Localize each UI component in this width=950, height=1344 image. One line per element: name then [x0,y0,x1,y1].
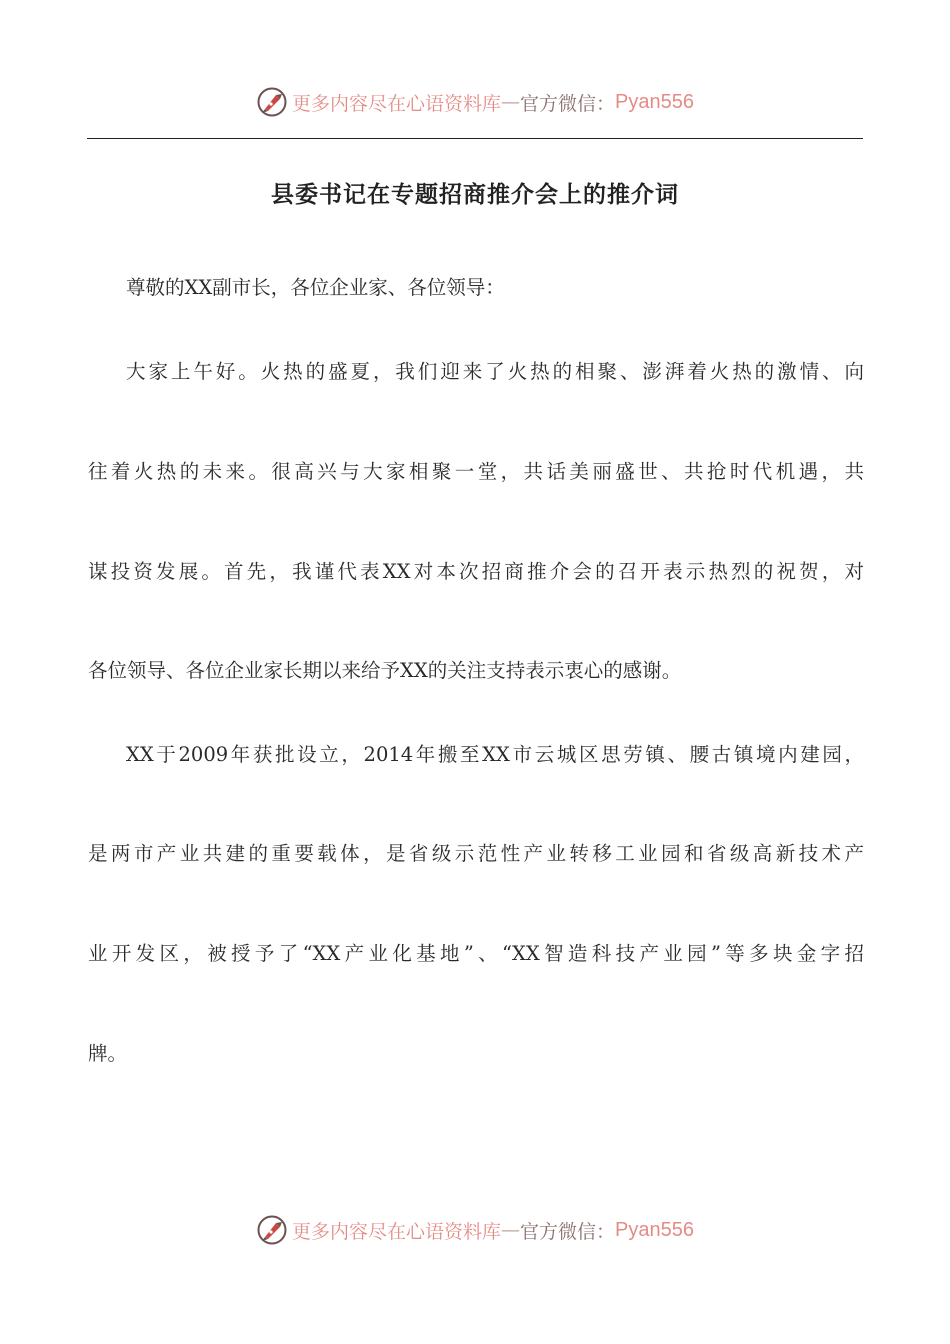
banner-separator: — [501,91,521,113]
paragraph-line: XX于2009年获批设立，2014年搬至XX市云城区思劳镇、腰古镇境内建园， [126,743,864,766]
paragraph-line: 是两市产业共建的重要载体，是省级示范性产业转移工业园和省级高新技术产 [88,842,864,865]
paragraph-line: 大家上午好。火热的盛夏，我们迎来了火热的相聚、澎湃着火热的激情、向 [126,360,864,383]
banner-brand-text: 更多内容尽在心语资料库 [292,1220,502,1243]
footer-banner [0,1208,950,1252]
pen-nib-logo-icon [256,1214,288,1246]
paragraph-line: 谋投资发展。首先，我谨代表XX对本次招商推介会的召开表示热烈的祝贺，对 [88,560,864,583]
header-banner [0,80,950,124]
banner-wechat-id: Pyan556 [615,90,694,113]
banner-separator: — [501,1219,521,1241]
salutation: 尊敬的XX副市长，各位企业家、各位领导： [126,276,505,299]
paragraph-line: 各位领导、各位企业家长期以来给予XX的关注支持表示衷心的感谢。 [88,659,682,682]
banner-wechat-id: Pyan556 [615,1218,694,1241]
paragraph-line: 牌。 [88,1042,128,1065]
banner-brand-text: 更多内容尽在心语资料库 [292,92,502,115]
banner-wechat-label: 官方微信： [520,92,616,115]
header-divider [87,138,863,139]
paragraph-line: 往着火热的未来。很高兴与大家相聚一堂，共话美丽盛世、共抢时代机遇，共 [88,460,864,483]
document-title: 县委书记在专题招商推介会上的推介词 [271,182,679,208]
paragraph-line: 业开发区，被授予了“XX产业化基地”、“XX智造科技产业园”等多块金字招 [88,942,864,965]
banner-wechat-label: 官方微信： [520,1220,616,1243]
pen-nib-logo-icon [256,86,288,118]
